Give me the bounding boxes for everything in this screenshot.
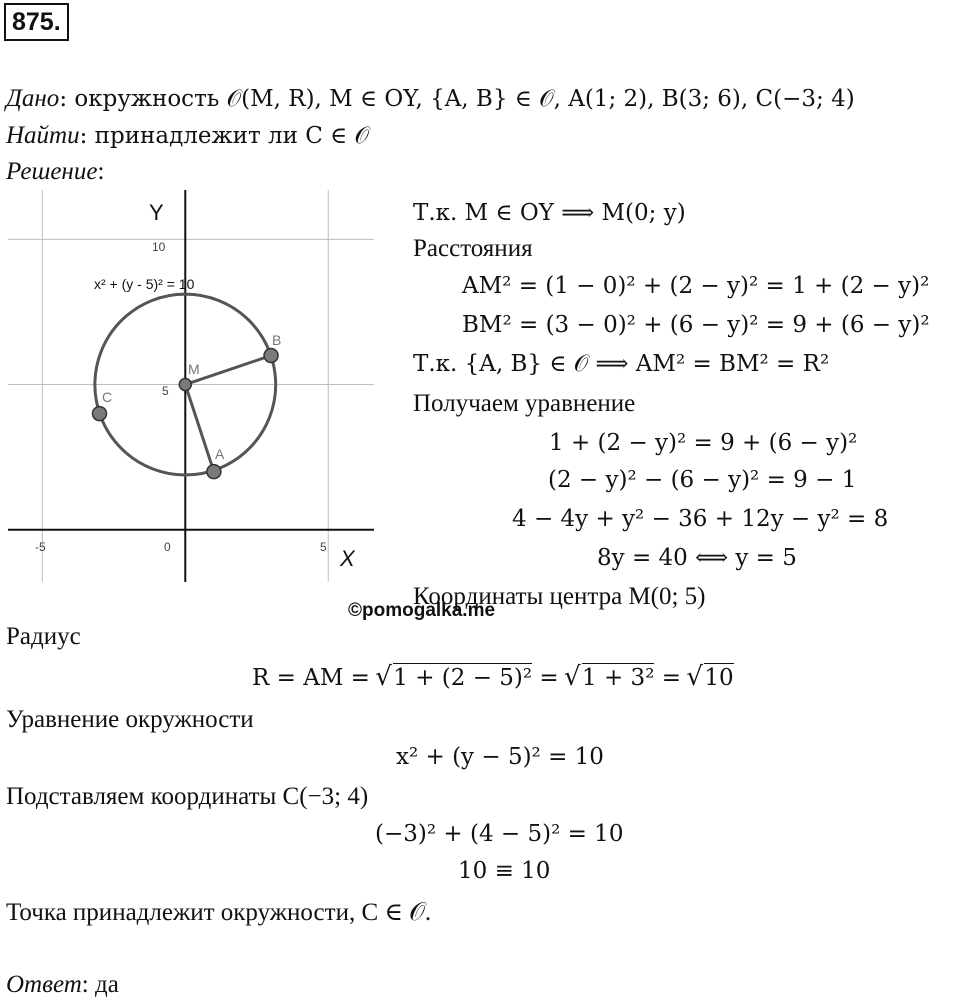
solution-heading [6,157,104,187]
circle-graph [8,190,374,582]
sqrt-2 [566,665,654,691]
answer-line [6,970,119,1000]
circle-equation-label: x² + (y - 5)² = 10 [94,276,195,292]
radius-eq-1: = [532,665,567,691]
find-line [6,121,369,151]
point-label-B: B [272,332,282,348]
tick-y-10: 10 [152,240,166,254]
segment-MA [185,385,214,472]
radius-root-2: 1 + 3² [582,665,655,691]
point-C [93,407,107,421]
radius-formula [252,663,734,693]
radius-eq-2: = [654,665,689,691]
circle-equation: x² + (y − 5)² = 10 [396,744,604,770]
tick-origin: 0 [164,540,171,554]
solution-colon: : [97,158,105,185]
point-label-C: C [102,389,113,405]
point-M [179,379,191,391]
x-axis-label: X [340,546,355,571]
sqrt-1 [377,665,532,691]
solution-label: Решение [6,158,98,185]
tick-y-5: 5 [162,384,169,398]
tick-x-neg5: -5 [35,540,46,554]
point-B [264,349,278,363]
answer-text: : да [81,971,119,998]
substitute-result: 10 ≡ 10 [458,858,551,884]
given-label: Дано [6,85,60,112]
y-axis-label: Y [149,200,164,225]
radius-heading: Радиус [6,623,81,650]
step-am-equals-bm: Т.к. {A, B} ∈ 𝒪 ⟹ AM² = BM² = R² [413,351,830,377]
problem-number: 875. [4,3,69,41]
step-eq-3: 4 − 4y + y² − 36 + 12y − y² = 8 [512,506,889,532]
given-text: : окружность 𝒪(M, R), M ∈ OY, {A, B} ∈ 𝒪, A(1; 2), B(3; 6), C(−3; 4) [59,86,855,112]
answer-label: Ответ [6,971,82,998]
substitute-heading: Подставляем координаты C(−3; 4) [6,783,369,810]
tick-x-5: 5 [320,540,327,554]
given-line [6,84,855,114]
step-eq-4: 8y = 40 ⟺ y = 5 [597,545,797,571]
substitute-equation: (−3)² + (4 − 5)² = 10 [375,821,624,847]
radius-root-1: 1 + (2 − 5)² [393,665,533,691]
step-bm-squared: BM² = (3 − 0)² + (6 − y)² = 9 + (6 − y)² [462,312,930,338]
step-eq-1: 1 + (2 − y)² = 9 + (6 − y)² [549,430,858,456]
step-equation-heading: Получаем уравнение [413,390,636,417]
find-label: Найти [6,122,80,149]
watermark-text: ©pomogalka.me [348,600,496,621]
point-label-M: M [188,361,200,377]
step-eq-2: (2 − y)² − (6 − y)² = 9 − 1 [548,467,857,493]
point-label-A: A [215,446,225,462]
step-am-squared: AM² = (1 − 0)² + (2 − y)² = 1 + (2 − y)² [462,273,930,299]
circle-equation-heading: Уравнение окружности [6,706,254,733]
radius-expr-left: R = AM = [252,665,378,691]
step-center-coordinates: Координаты центра M(0; 5) [413,583,706,610]
point-A [207,465,221,479]
sqrt-3 [688,665,733,691]
find-text: : принадлежит ли C ∈ 𝒪 [79,123,369,149]
conclusion-text: Точка принадлежит окружности, C ∈ 𝒪. [6,899,432,926]
radius-root-3: 10 [704,665,734,691]
step-distances-heading: Расстояния [413,235,533,262]
step-m-on-oy: Т.к. M ∈ OY ⟹ M(0; y) [413,200,686,226]
